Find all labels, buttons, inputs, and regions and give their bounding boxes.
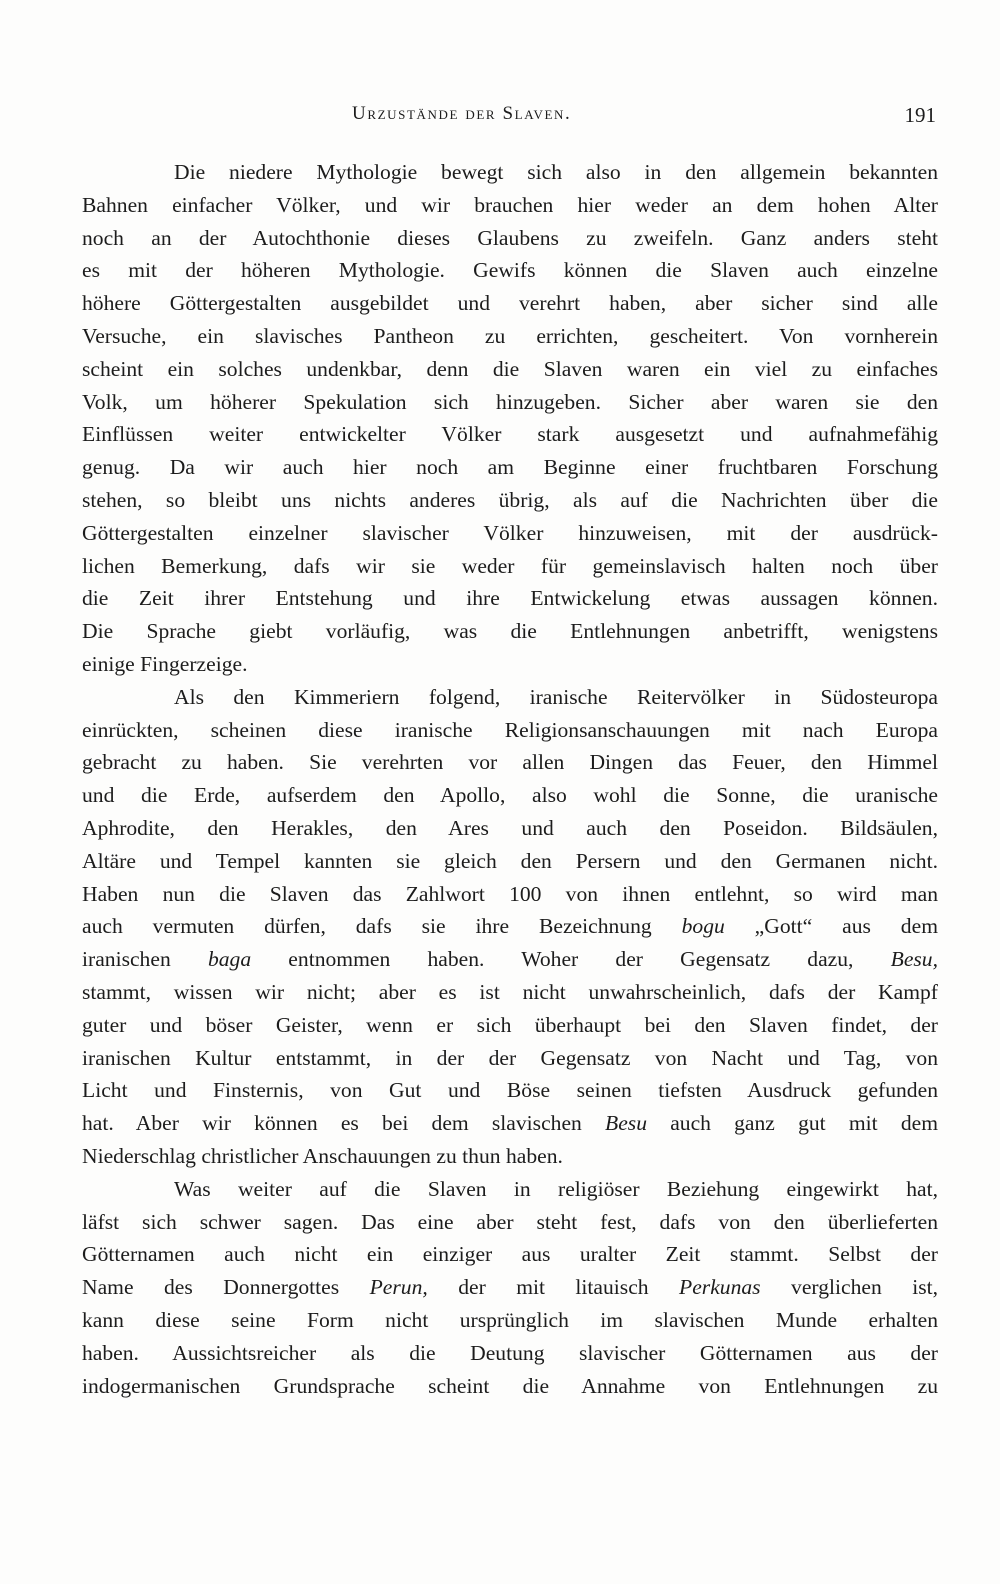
- italic-word: Perun,: [369, 1275, 428, 1300]
- text-line: [82, 976, 938, 1009]
- line-text: Name des Donnergottes: [82, 1275, 370, 1300]
- text-line: [82, 550, 938, 583]
- text-line: [82, 746, 938, 779]
- line-text: Licht und Finsternis, von Gut und Böse seinen tiefsten Ausdruck gefunden: [82, 1078, 938, 1103]
- text-line: [82, 910, 938, 943]
- text-line: [82, 386, 938, 419]
- line-text: und die Erde, aufserdem den Apollo, also wohl die Sonne, die uranische: [82, 783, 938, 808]
- line-text: Einflüssen weiter entwickelter Völker stark ausgesetzt und aufnahmefähig: [82, 422, 938, 447]
- line-text: Bahnen einfacher Völker, und wir brauchen hier weder an dem hohen Alter: [82, 192, 938, 217]
- line-text: scheint ein solches undenkbar, denn die Slaven waren ein viel zu einfaches: [82, 356, 938, 381]
- line-text: guter und böser Geister, wenn er sich überhaupt bei den Slaven findet, der: [82, 1012, 938, 1037]
- text-line: [82, 1074, 938, 1107]
- text-line: [174, 681, 938, 714]
- text-line: [82, 1206, 938, 1239]
- text-line: [82, 1009, 938, 1042]
- line-text: es mit der höheren Mythologie. Gewifs können die Slaven auch einzelne: [82, 258, 938, 283]
- text-line: [82, 451, 938, 484]
- line-text: Altäre und Tempel kannten sie gleich den Persern und den Germanen nicht.: [82, 848, 938, 873]
- italic-word: bogu: [681, 914, 725, 939]
- line-text: Was weiter auf die Slaven in religiöser Beziehung eingewirkt hat,: [174, 1176, 938, 1201]
- text-line: [82, 254, 938, 287]
- text-line: [82, 222, 938, 255]
- line-text: Die Sprache giebt vorläufig, was die Entlehnungen anbetrifft, wenigstens: [82, 619, 938, 644]
- line-text: gebracht zu haben. Sie verehrten vor allen Dingen das Feuer, den Himmel: [82, 750, 938, 775]
- text-line: [82, 353, 938, 386]
- line-text: Niederschlag christlicher Anschauungen zu thun haben.: [82, 1144, 563, 1168]
- line-text: Versuche, ein slavisches Pantheon zu errichten, gescheitert. Von vornherein: [82, 324, 938, 348]
- line-text: einrückten, scheinen diese iranische Religionsanschauungen mit nach Europa: [82, 717, 938, 742]
- text-line: [82, 1337, 938, 1370]
- line-text: iranischen: [82, 947, 208, 972]
- line-text: entnommen haben. Woher der Gegensatz dazu,: [251, 947, 891, 972]
- running-head-title: Urzustände der Slaven.: [352, 103, 572, 124]
- line-text: „Gott“ aus dem: [724, 914, 938, 939]
- line-text: stehen, so bleibt uns nichts anderes übrig, als auf die Nachrichten über die: [82, 488, 938, 512]
- text-line: [82, 943, 938, 976]
- text-line: [82, 1271, 938, 1304]
- line-text: Götternamen auch nicht ein einziger aus uralter Zeit stammt. Selbst der: [82, 1242, 938, 1267]
- line-text: einige Fingerzeige.: [82, 652, 248, 676]
- line-text: indogermanischen Grundsprache scheint die Annahme von Entlehnungen zu: [82, 1373, 938, 1398]
- line-text: auch vermuten dürfen, dafs sie ihre Bezeichnung: [82, 914, 682, 939]
- text-line: [82, 1370, 938, 1403]
- text-line: [82, 484, 938, 517]
- page-number: 191: [904, 103, 936, 127]
- text-line: [82, 189, 938, 222]
- line-text: Göttergestalten einzelner slavischer Völker hinzuweisen, mit der ausdrück-: [82, 520, 938, 545]
- line-text: genug. Da wir auch hier noch am Beginne einer fruchtbaren Forschung: [82, 455, 938, 480]
- line-text: iranischen Kultur entstammt, in der der Gegensatz von Nacht und Tag, von: [82, 1045, 938, 1070]
- line-text: kann diese seine Form nicht ursprünglich im slavischen Munde erhalten: [82, 1308, 938, 1332]
- text-line: [82, 714, 938, 747]
- text-line: [82, 1238, 938, 1271]
- text-line: [82, 320, 938, 353]
- text-line: [82, 517, 938, 550]
- line-text: hat. Aber wir können es bei dem slavischen: [82, 1111, 606, 1136]
- text-line: [82, 648, 938, 681]
- text-line: [82, 845, 938, 878]
- text-line: [82, 287, 938, 320]
- text-line: [82, 418, 938, 451]
- text-line: [82, 1042, 938, 1075]
- text-line: [82, 779, 938, 812]
- text-line: [82, 582, 938, 615]
- line-text: Die niedere Mythologie bewegt sich also in den allgemein bekannten: [174, 160, 938, 184]
- line-text: auch ganz gut mit dem: [647, 1111, 938, 1136]
- italic-word: Perkunas: [679, 1275, 761, 1300]
- running-head: [82, 103, 938, 133]
- line-text: Haben nun die Slaven das Zahlwort 100 von ihnen entlehnt, so wird man: [82, 881, 938, 906]
- text-line: [82, 615, 938, 648]
- italic-word: Besu: [605, 1111, 648, 1136]
- line-text: Volk, um höherer Spekulation sich hinzugeben. Sicher aber waren sie den: [82, 389, 938, 414]
- text-line: [82, 1304, 938, 1337]
- line-text: Aphrodite, den Herakles, den Ares und auch den Poseidon. Bildsäulen,: [82, 816, 938, 840]
- italic-word: baga: [207, 947, 252, 972]
- text-line: [82, 1140, 938, 1173]
- line-text: lichen Bemerkung, dafs wir sie weder für gemeinslavisch halten noch über: [82, 553, 938, 578]
- line-text: Als den Kimmeriern folgend, iranische Reitervölker in Südosteuropa: [174, 684, 938, 709]
- line-text: der mit litauisch: [427, 1275, 680, 1300]
- text-line: [174, 1173, 938, 1206]
- line-text: verglichen ist,: [760, 1275, 938, 1300]
- line-text: haben. Aussichtsreicher als die Deutung slavischer Götternamen aus der: [82, 1340, 938, 1365]
- text-line: [82, 812, 938, 845]
- italic-word: Besu,: [890, 947, 938, 972]
- text-line: [174, 156, 938, 189]
- body-text: [82, 156, 938, 1416]
- line-text: läfst sich schwer sagen. Das eine aber steht fest, dafs von den überlieferten: [82, 1209, 938, 1234]
- line-text: stammt, wissen wir nicht; aber es ist nicht unwahrscheinlich, dafs der Kampf: [82, 980, 938, 1004]
- text-line: [82, 1107, 938, 1140]
- line-text: noch an der Autochthonie dieses Glaubens zu zweifeln. Ganz anders steht: [82, 225, 938, 250]
- line-text: die Zeit ihrer Entstehung und ihre Entwickelung etwas aussagen können.: [82, 586, 938, 611]
- text-line: [82, 878, 938, 911]
- line-text: höhere Göttergestalten ausgebildet und verehrt haben, aber sicher sind alle: [82, 291, 938, 316]
